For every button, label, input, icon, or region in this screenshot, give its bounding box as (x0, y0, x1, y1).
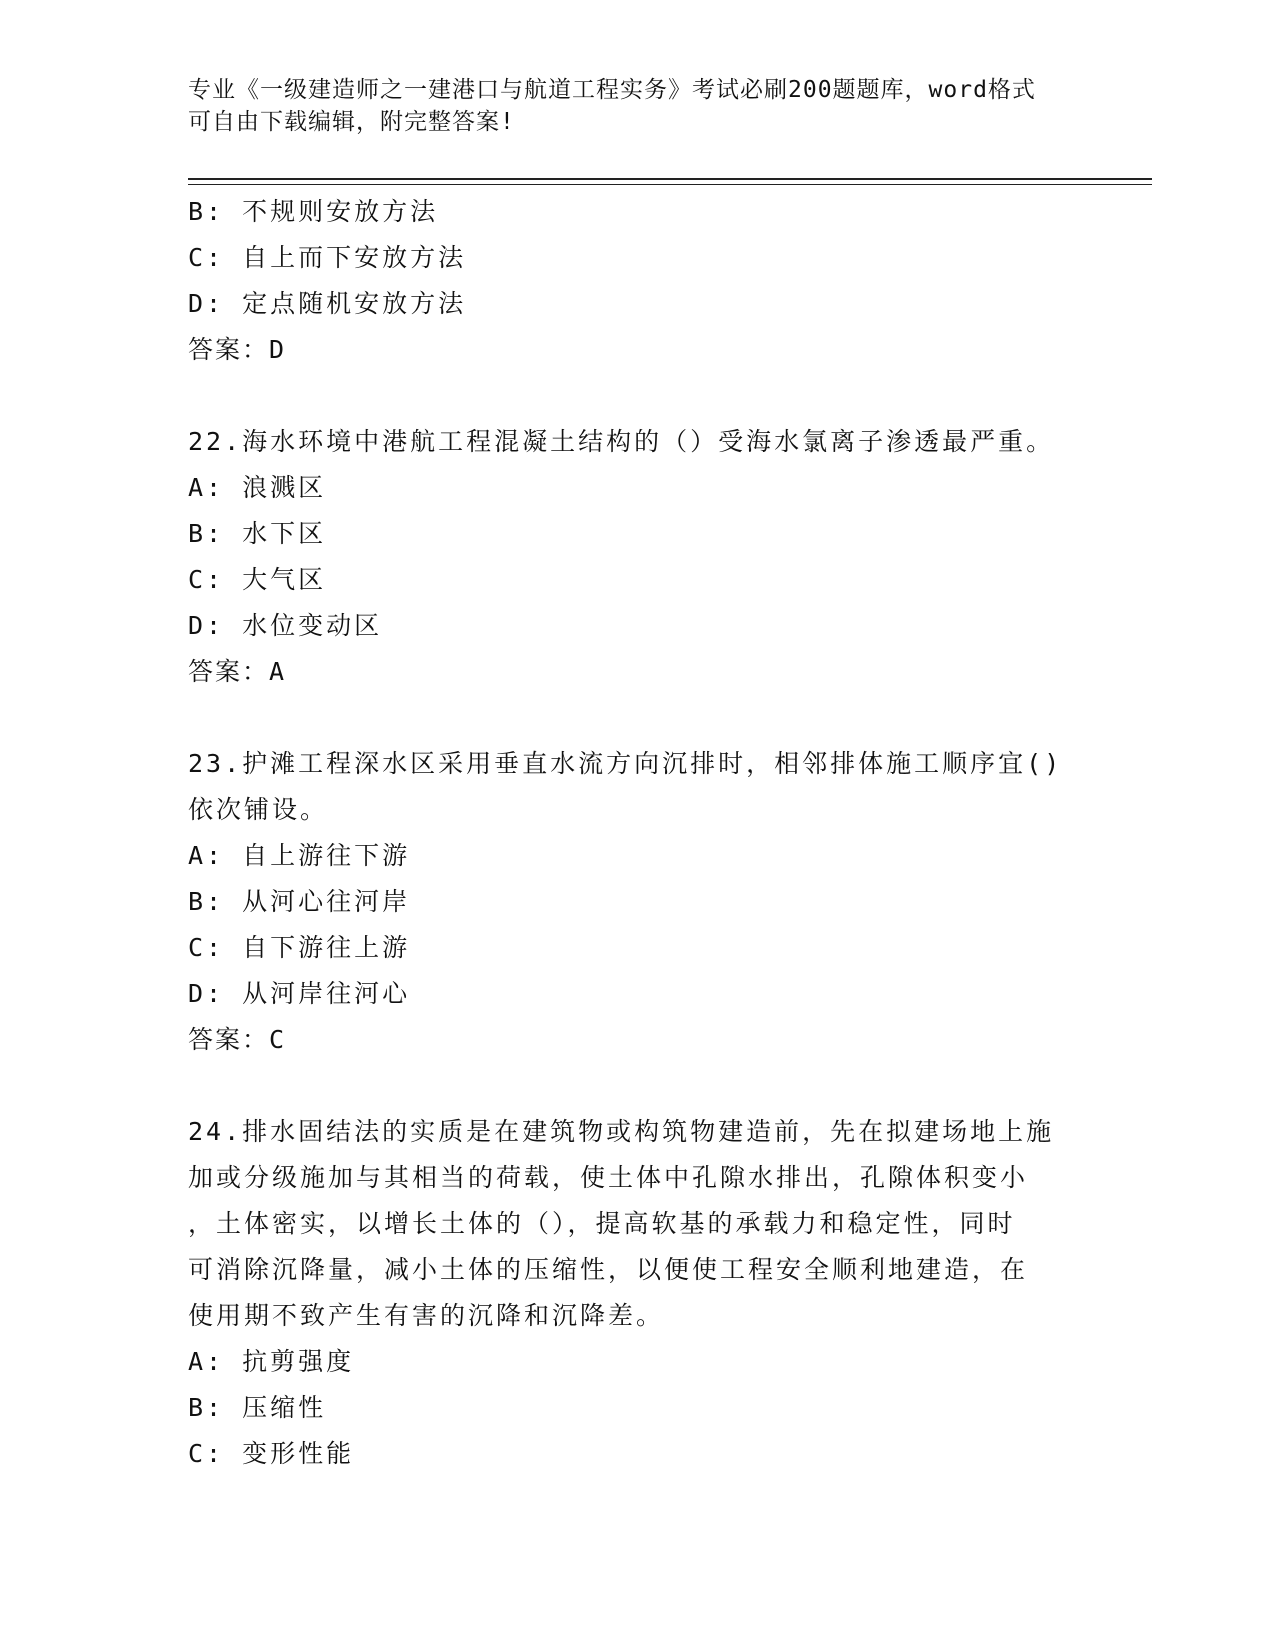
header-title-line-2: 可自由下载编辑，附完整答案! (188, 109, 515, 135)
option-c: C: 变形性能 (188, 1439, 355, 1468)
option-d: D: 定点随机安放方法 (188, 289, 467, 318)
answer-line: 答案：C (188, 1025, 287, 1054)
option-d: D: 水位变动区 (188, 611, 383, 640)
question-24 (188, 1109, 1088, 1477)
question-stem: 22.海水环境中港航工程混凝土结构的（）受海水氯离子渗透最严重。 (188, 427, 1055, 456)
answer-line: 答案：D (188, 335, 287, 364)
option-c: C: 自上而下安放方法 (188, 243, 467, 272)
question-stem-line-1: 24.排水固结法的实质是在建筑物或构筑物建造前，先在拟建场地上施 (188, 1117, 1055, 1146)
question-23 (188, 741, 1088, 1063)
option-b: B: 从河心往河岸 (188, 887, 411, 916)
header-title-line-1: 专业《一级建造师之一建港口与航道工程实务》考试必刷200题题库，word格式 (188, 77, 1036, 103)
question-stem-line-2: 加或分级施加与其相当的荷载，使土体中孔隙水排出，孔隙体积变小 (188, 1163, 1029, 1192)
option-b: B: 不规则安放方法 (188, 197, 439, 226)
option-a: A: 抗剪强度 (188, 1347, 355, 1376)
option-b: B: 压缩性 (188, 1393, 327, 1422)
question-content (188, 189, 1088, 1477)
question-stem-line-3: ，土体密实，以增长土体的（），提高软基的承载力和稳定性，同时 (188, 1209, 1016, 1238)
spacer (188, 1063, 1088, 1109)
option-d: D: 从河岸往河心 (188, 979, 411, 1008)
option-c: C: 大气区 (188, 565, 327, 594)
spacer (188, 373, 1088, 419)
answer-line: 答案：A (188, 657, 287, 686)
question-stem-line-2: 依次铺设。 (188, 795, 329, 824)
header-divider (188, 178, 1152, 185)
option-a: A: 自上游往下游 (188, 841, 411, 870)
question-stem-line-4: 可消除沉降量，减小土体的压缩性，以便使工程安全顺利地建造，在 (188, 1255, 1029, 1284)
question-21-tail (188, 189, 1088, 373)
question-22 (188, 419, 1088, 695)
question-stem-line-5: 使用期不致产生有害的沉降和沉降差。 (188, 1301, 665, 1330)
question-stem-line-1: 23.护滩工程深水区采用垂直水流方向沉排时，相邻排体施工顺序宜() (188, 749, 1063, 778)
option-c: C: 自下游往上游 (188, 933, 411, 962)
spacer (188, 695, 1088, 741)
option-b: B: 水下区 (188, 519, 327, 548)
option-a: A: 浪溅区 (188, 473, 327, 502)
page-header (188, 74, 1068, 138)
